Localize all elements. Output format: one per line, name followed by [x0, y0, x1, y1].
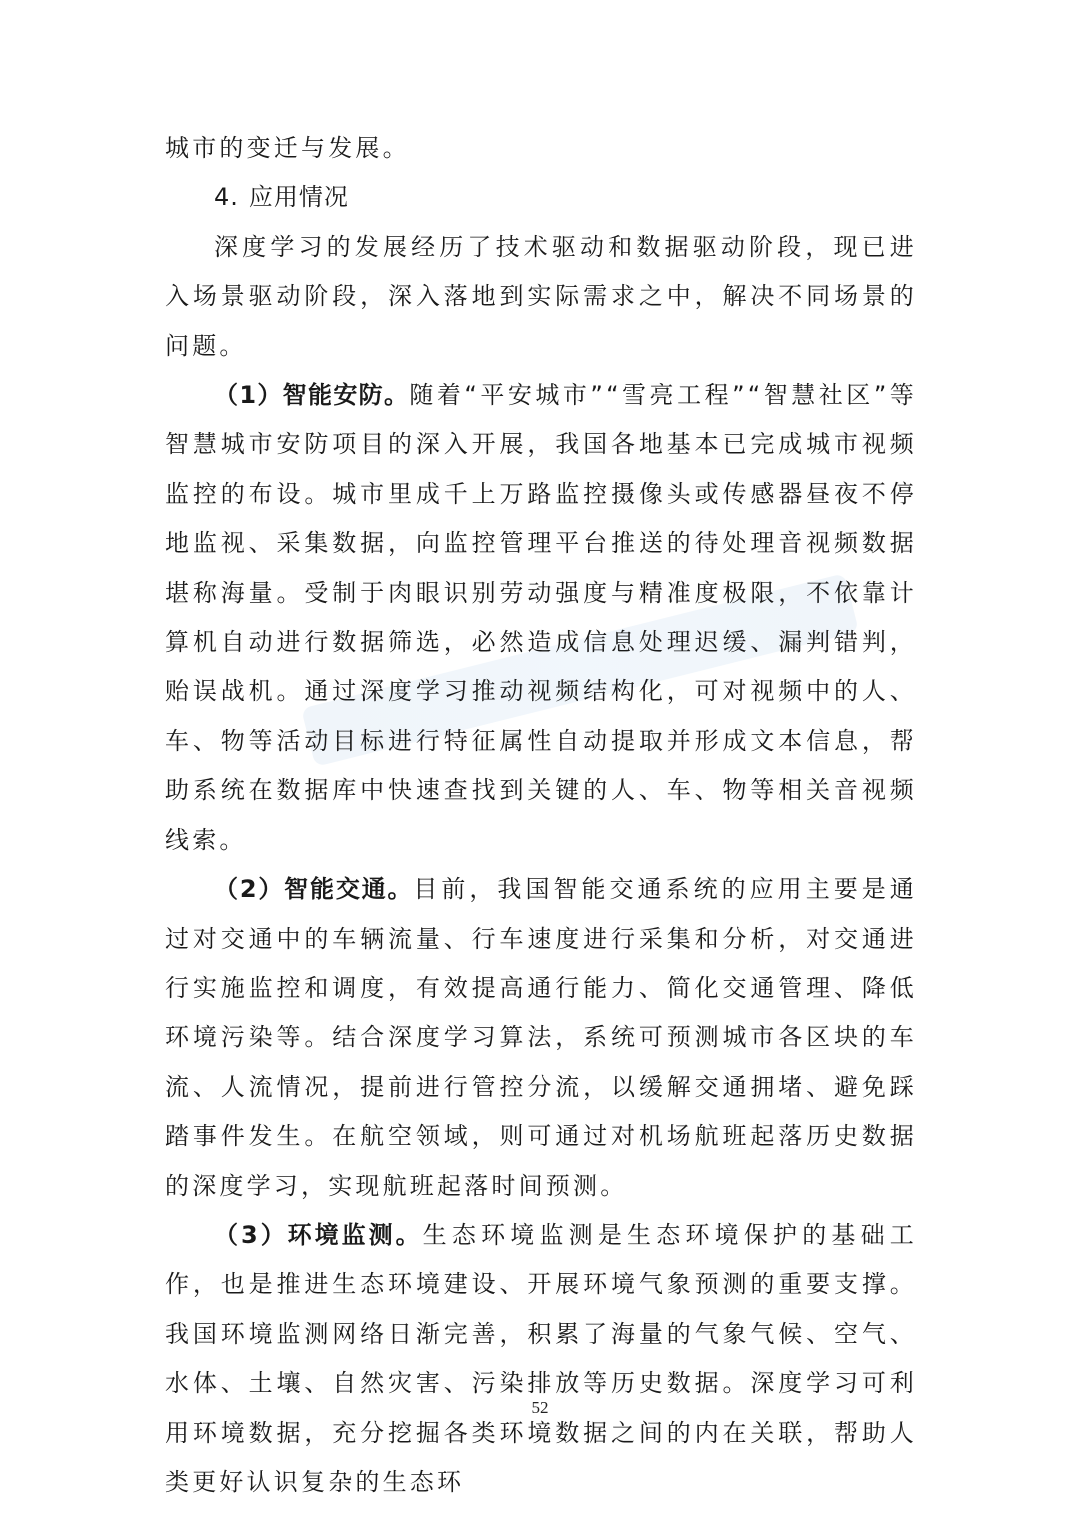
section-number: 4. — [214, 183, 239, 212]
item-text: 随着“平安城市”“雪亮工程”“智慧社区”等智慧城市安防项目的深入开展，我国各地基本已完成城市视频监控的布设。城市里成千上万路监控摄像头或传感器昼夜不停地监视、采集数据，向监控管理平台推送的待处理音视频数据堪称海量。受制于肉眼识别劳动强度与精准度极限，不依靠计算机自动进行数据筛选，必然造成信息处理迟缓、漏判错判，贻误战机。通过深度学习推动视频结构化，可对视频中的人、车、物等活动目标进行特征属性自动提取并形成文本信息，帮助系统在数据库中快速查找到关键的人、车、物等相关音视频线索。 — [165, 381, 917, 854]
item-heading: （2）智能交通。 — [214, 875, 414, 904]
item-text: 目前，我国智能交通系统的应用主要是通过对交通中的车辆流量、行车速度进行采集和分析，对交通进行实施监控和调度，有效提高通行能力、简化交通管理、降低环境污染等。结合深度学习算法，系统可预测城市各区块的车流、人流情况，提前进行管控分流，以缓解交通拥堵、避免踩踏事件发生。在航空领域，则可通过对机场航班起落历史数据的深度学习，实现航班起落时间预测。 — [165, 875, 917, 1200]
item-paragraph-environment — [165, 1211, 917, 1507]
item-heading: （3）环境监测。 — [214, 1220, 423, 1249]
section-title: 应用情况 — [248, 183, 349, 212]
page-number: 52 — [531, 1398, 549, 1417]
item-paragraph-traffic — [165, 865, 917, 1211]
section-heading — [165, 173, 917, 222]
intro-paragraph: 深度学习的发展经历了技术驱动和数据驱动阶段，现已进入场景驱动阶段，深入落地到实际需求之中，解决不同场景的问题。 — [165, 232, 917, 360]
paragraph-continuation: 城市的变迁与发展。 — [165, 134, 410, 162]
item-text: 生态环境监测是生态环境保护的基础工作，也是推进生态环境建设、开展环境气象预测的重要支撑。我国环境监测网络日渐完善，积累了海量的气象气候、空气、水体、土壤、自然灾害、污染排放等历史数据。深度学习可利用环境数据，充分挖掘各类环境数据之间的内在关联，帮助人类更好认识复杂的生态环 — [165, 1220, 917, 1496]
document-body — [165, 124, 917, 1507]
item-heading: （1）智能安防。 — [214, 381, 410, 410]
item-paragraph-security — [165, 371, 917, 865]
